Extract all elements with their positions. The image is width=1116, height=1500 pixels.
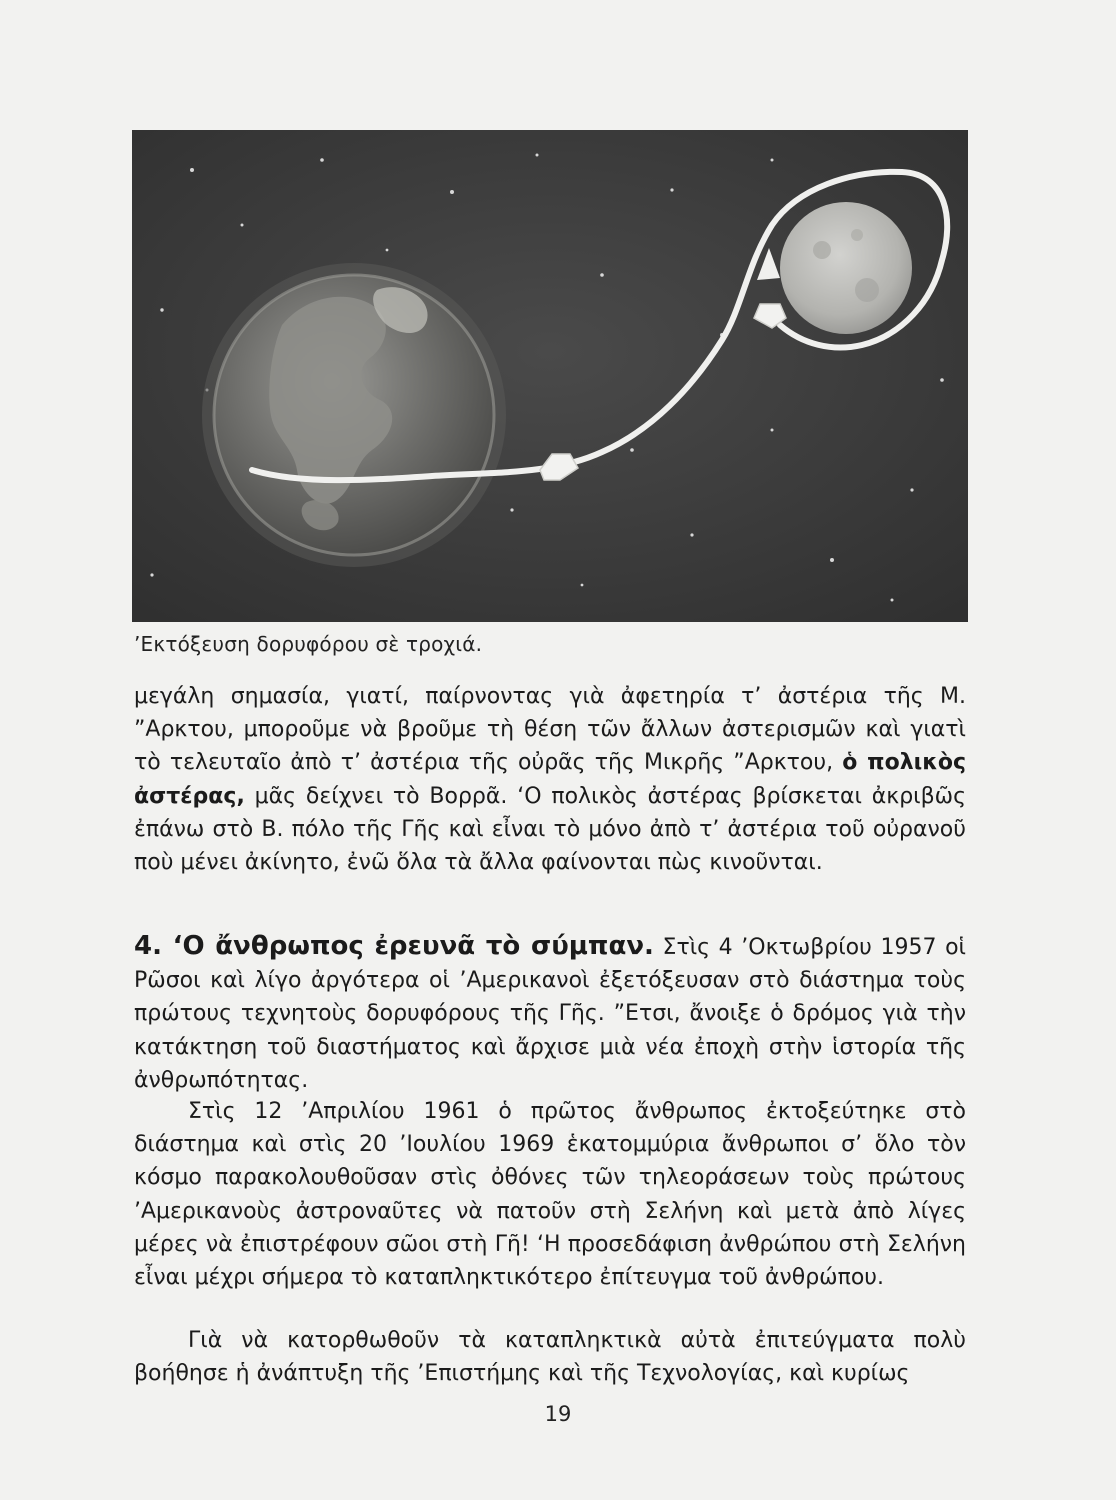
illustration-satellite-launch xyxy=(132,130,968,622)
earth-moon-trajectory-drawing xyxy=(132,130,968,622)
paragraph-moon-landing: Στὶς 12 ’Απριλίου 1961 ὁ πρῶτος ἄνθρωπος ἐκτοξεύτηκε στὸ διάστημα καὶ στὶς 20 ’Ιουλίου 1969 ἑκατομμύρια ἄνθρωποι σ’ ὅλο τὸν κόσμο παρακολουθοῦσαν στὶς ὀθόνες τῶν τηλεοράσεων τοὺς πρώτους ’Αμερικανοὺς ἀστροναῦτες νὰ πατοῦν στὴ Σελήνη καὶ μετὰ ἀπὸ λίγες μέρες νὰ ἐπιστρέφουν σῶοι στὴ Γῆ! ‘Η προσεδάφιση ἀνθρώπου στὴ Σελήνη εἶναι μέχρι σήμερα τὸ καταπληκτικότερο ἐπίτευγμα τοῦ ἀνθρώπου. xyxy=(134,1099,966,1291)
paragraph-polar-star xyxy=(134,680,966,879)
section-heading: 4. ‘Ο ἄνθρωπος ἐρευνᾶ τὸ σύμπαν. xyxy=(134,931,654,961)
paragraph-science-technology: Γιὰ νὰ κατορθωθοῦν τὰ καταπληκτικὰ αὐτὰ ἐπιτεύγματα πολὺ βοήθησε ἡ ἀνάπτυξη τῆς ’Επιστήμης καὶ τῆς Τεχνολογίας, καὶ κυρίως xyxy=(134,1328,966,1387)
polar-star-term: ὁ πολικὸς ἀστέρας, xyxy=(134,750,966,809)
section-4 xyxy=(134,930,966,1097)
section-intro-text: Στὶς 4 ’Οκτωβρίου 1957 οἱ Ρῶσοι καὶ λίγο ἀργότερα οἱ ’Αμερικανοὶ ἐξετόξευσαν στὸ διάστημα τοὺς πρώτους τεχνητοὺς δορυφόρους τῆς Γῆς. ”Ετσι, ἄνοιξε ὁ δρόμος γιὰ τὴν κατάκτηση τοῦ διαστήματος καὶ ἄρχισε μιὰ νέα ἐποχὴ στὴν ἱστορία τῆς ἀνθρωπότητας. xyxy=(134,935,966,1093)
figure-caption: ’Εκτόξευση δορυφόρου σὲ τροχιά. xyxy=(134,632,483,656)
moon xyxy=(780,202,912,334)
earth xyxy=(202,263,506,567)
paragraph1-text-end: μᾶς δείχνει τὸ Βορρᾶ. ‘Ο πολικὸς ἀστέρας βρίσκεται ἀκριβῶς ἐπάνω στὸ Β. πόλο τῆς Γῆς καὶ εἶναι τὸ μόνο ἀπὸ τ’ ἀστέρια τοῦ οὐρανοῦ ποὺ μένει ἀκίνητο, ἐνῶ ὅλα τὰ ἄλλα φαίνονται πὼς κινοῦνται. xyxy=(134,783,967,876)
paragraph1-text-start: μεγάλη σημασία, γιατί, παίρνοντας γιὰ ἀφετηρία τ’ ἀστέρια τῆς Μ. ”Αρκτου, μποροῦμε νὰ βροῦμε τὴ θέση τῶν ἄλλων ἀστερισμῶν καὶ γιατὶ τὸ τελευταῖο ἀπὸ τ’ ἀστέρια τῆς οὐρᾶς τῆς Μικρῆς ”Αρκτου, xyxy=(134,684,966,776)
page-number: 19 xyxy=(544,1402,572,1426)
